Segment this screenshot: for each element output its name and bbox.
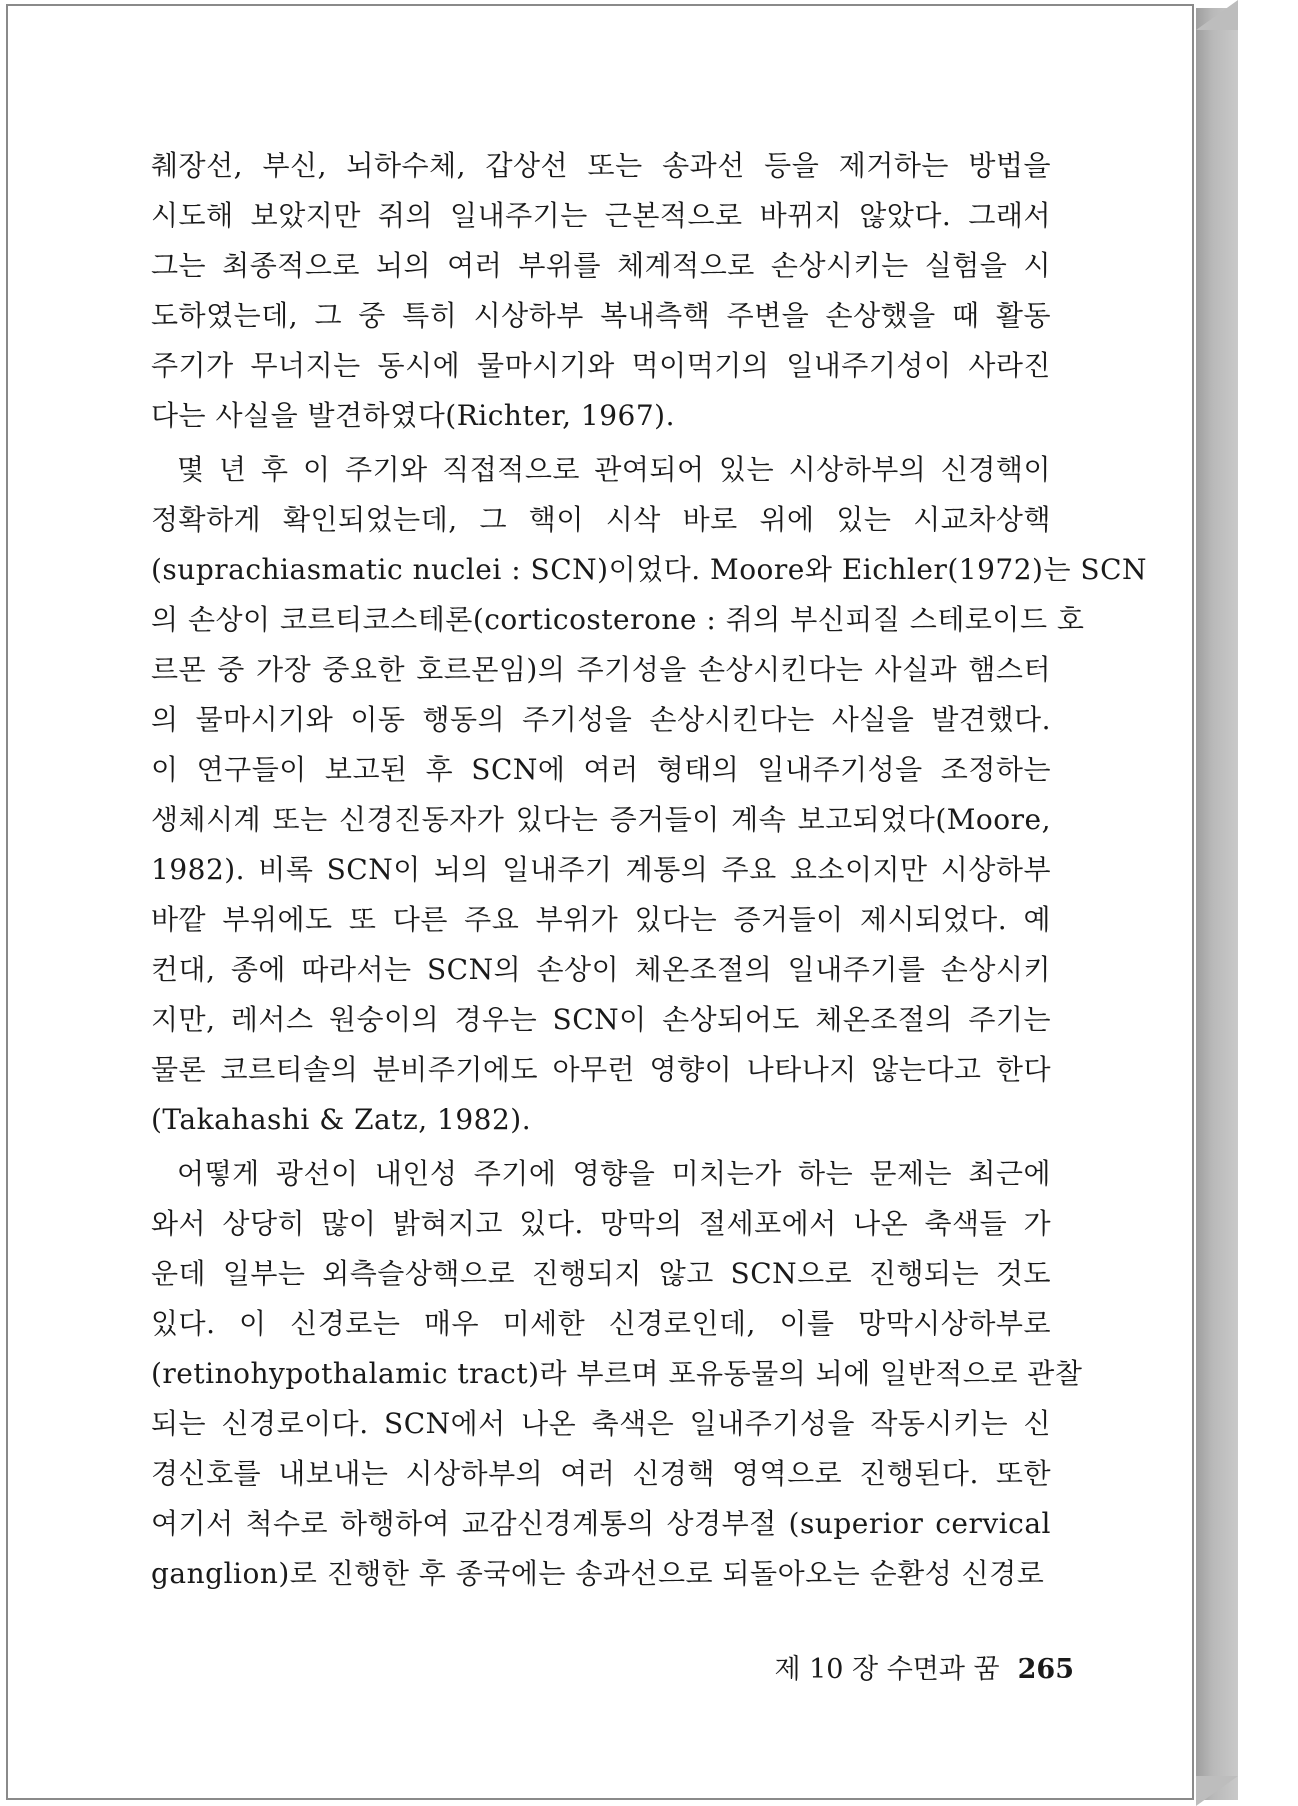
paragraph [151, 445, 1147, 1145]
text-line: ganglion)로 진행한 후 종국에는 송과선으로 되돌아오는 순환성 신경로 [151, 1557, 1045, 1590]
text-line: 주기가 무너지는 동시에 물마시기와 먹이먹기의 일내주기성이 사라진 [151, 349, 1051, 382]
page-edge-bottom [1196, 1776, 1238, 1806]
page-edge-shadow [1196, 8, 1238, 1800]
page-edge-top [1196, 0, 1238, 30]
text-line: 되는 신경로이다. SCN에서 나온 축색은 일내주기성을 작동시키는 신 [151, 1407, 1051, 1440]
paragraph [151, 141, 1051, 441]
text-line: 지만, 레서스 원숭이의 경우는 SCN이 손상되어도 체온조절의 주기는 [151, 1003, 1051, 1036]
text-line: 어떻게 광선이 내인성 주기에 영향을 미치는가 하는 문제는 최근에 [177, 1157, 1051, 1190]
page-number: 265 [1017, 1654, 1074, 1685]
text-line: 이 연구들이 보고된 후 SCN에 여러 형태의 일내주기성을 조정하는 [151, 753, 1051, 786]
chapter-title: 제 10 장 수면과 꿈 [774, 1654, 1000, 1685]
text-line: 생체시계 또는 신경진동자가 있다는 증거들이 계속 보고되었다(Moore, [151, 803, 1051, 836]
page-footer [774, 1647, 1074, 1686]
text-line: 와서 상당히 많이 밝혀지고 있다. 망막의 절세포에서 나온 축색들 가 [151, 1207, 1051, 1240]
text-line: 정확하게 확인되었는데, 그 핵이 시삭 바로 위에 있는 시교차상핵 [151, 503, 1051, 536]
text-line: (retinohypothalamic tract)라 부르며 포유동물의 뇌에 일반적으로 관찰 [151, 1357, 1083, 1390]
text-line: 경신호를 내보내는 시상하부의 여러 신경핵 영역으로 진행된다. 또한 [151, 1457, 1051, 1490]
text-line: 컨대, 종에 따라서는 SCN의 손상이 체온조절의 일내주기를 손상시키 [151, 953, 1051, 986]
text-line: 시도해 보았지만 쥐의 일내주기는 근본적으로 바뀌지 않았다. 그래서 [151, 199, 1051, 232]
text-line: 의 손상이 코르티코스테론(corticosterone : 쥐의 부신피질 스테로이드 호 [151, 603, 1085, 636]
text-line: 르몬 중 가장 중요한 호르몬임)의 주기성을 손상시킨다는 사실과 햄스터 [151, 653, 1051, 686]
text-line: 췌장선, 부신, 뇌하수체, 갑상선 또는 송과선 등을 제거하는 방법을 [151, 149, 1051, 182]
paragraph [151, 1149, 1083, 1599]
text-line: 물론 코르티솔의 분비주기에도 아무런 영향이 나타나지 않는다고 한다 [151, 1053, 1051, 1086]
text-line: 여기서 척수로 하행하여 교감신경계통의 상경부절 (superior cervical [151, 1507, 1051, 1540]
text-line: 1982). 비록 SCN이 뇌의 일내주기 계통의 주요 요소이지만 시상하부 [151, 853, 1051, 886]
body-text [151, 141, 1147, 1599]
text-line: 있다. 이 신경로는 매우 미세한 신경로인데, 이를 망막시상하부로 [151, 1307, 1051, 1340]
text-line: (suprachiasmatic nuclei : SCN)이었다. Moore와 Eichler(1972)는 SCN [151, 553, 1147, 586]
text-line: 도하였는데, 그 중 특히 시상하부 복내측핵 주변을 손상했을 때 활동 [151, 299, 1051, 332]
text-line: 몇 년 후 이 주기와 직접적으로 관여되어 있는 시상하부의 신경핵이 [177, 453, 1051, 486]
text-line: 그는 최종적으로 뇌의 여러 부위를 체계적으로 손상시키는 실험을 시 [151, 249, 1051, 282]
text-line: 바깥 부위에도 또 다른 주요 부위가 있다는 증거들이 제시되었다. 예 [151, 903, 1051, 936]
text-line: 운데 일부는 외측슬상핵으로 진행되지 않고 SCN으로 진행되는 것도 [151, 1257, 1051, 1290]
text-line: (Takahashi & Zatz, 1982). [151, 1103, 532, 1136]
text-line: 다는 사실을 발견하였다(Richter, 1967). [151, 399, 675, 432]
text-line: 의 물마시기와 이동 행동의 주기성을 손상시킨다는 사실을 발견했다. [151, 703, 1051, 736]
